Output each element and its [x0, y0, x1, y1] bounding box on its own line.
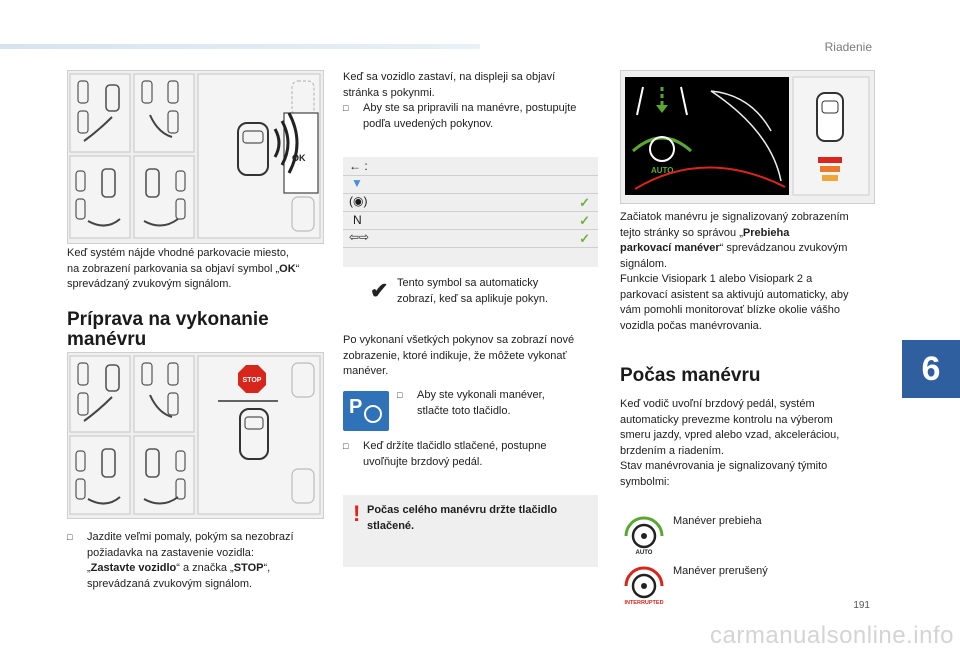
parking-diagram-svg: [68, 71, 323, 243]
bullet-icon: □: [397, 390, 403, 400]
watermark: carmanualsonline.info: [710, 622, 954, 649]
bullet-icon: □: [343, 103, 349, 113]
table-row: [343, 229, 598, 248]
chapter-tab: 6: [902, 340, 960, 398]
brake-icon: (◉): [349, 194, 368, 208]
arrow-left-icon: ← :: [349, 159, 368, 173]
check-icon: ✓: [579, 213, 590, 228]
auto-badge-label: AUTO: [635, 550, 653, 556]
figure-stop: [67, 352, 324, 519]
table-row: [343, 157, 598, 176]
check-icon: ✓: [579, 231, 590, 246]
neutral-label: N: [353, 213, 362, 227]
warning-icon: !: [353, 501, 361, 526]
park-button-icon: P: [343, 391, 389, 431]
checkmark-large-icon: ✔: [370, 278, 389, 303]
col3-paragraph-1: Začiatok manévru je signalizovaný zobrazením tejto stránky so správou „Prebieha parkovací manéver“ sprevádzanou zvukovým signálom. Funkcie Visiopark 1 alebo Visiopark 2 a parkovací asistent sa aktivujú automaticky, aby vám pomohli monitorovať blízke okolie vášho vozidla počas manévrovania.: [620, 211, 849, 332]
maneuver-auto-icon: [620, 512, 668, 556]
maneuver-in-progress-text: Manéver prebieha: [673, 515, 762, 527]
col1-paragraph-1: Keď systém nájde vhodné parkovacie miesto, na zobrazení parkovania sa objaví symbol „OK“ sprevádzaný zvukovým signálom.: [67, 247, 300, 290]
bullet-icon: □: [343, 441, 349, 451]
indicator-icon: ⇦⇨: [349, 230, 370, 244]
maneuver-screen-svg: [621, 71, 874, 203]
check-explanation: Tento symbol sa automaticky zobrazí, keď sa aplikuje pokyn.: [397, 277, 549, 305]
col2-bullet-2: □ Aby ste vykonali manéver, stlačte toto tlačidlo.: [397, 389, 545, 417]
table-row: [343, 193, 598, 212]
section-title: Riadenie: [824, 40, 872, 54]
ok-label: OK: [292, 153, 306, 163]
col3-paragraph-2: Keď vodič uvoľní brzdový pedál, systém automaticky prevezme kontrolu na výberom smeru jazdy, vpred alebo vzad, akceleráciou, brzdením a riadením. Stav manévrovania je signalizovaný týmito symbolmi:: [620, 398, 840, 488]
interrupted-badge-label: INTERRUPTED: [624, 600, 664, 606]
warning-box: ! Počas celého manévru držte tlačidlo stlačené.: [343, 495, 598, 567]
maneuver-interrupted-text: Manéver prerušený: [673, 565, 768, 577]
heading-preparation: Príprava na vykonanie manévru: [67, 309, 269, 350]
col2-paragraph-1: Keď sa vozidlo zastaví, na displeji sa objaví stránka s pokynmi.: [343, 71, 556, 99]
check-icon: ✓: [579, 195, 590, 210]
col2-paragraph-2: Po vykonaní všetkých pokynov sa zobrazí nové zobrazenie, ktoré indikuje, že môžete vykonať manéver.: [343, 334, 575, 377]
steering-down-icon: ▼: [351, 176, 363, 190]
maneuver-interrupted-icon: [620, 562, 668, 606]
col2-bullet-1: □ Aby ste sa pripravili na manévre, postupujte podľa uvedených pokynov.: [343, 102, 577, 130]
col2-bullet-3: □ Keď držíte tlačidlo stlačené, postupne uvoľňujte brzdový pedál.: [343, 440, 547, 468]
heading-during-maneuver: Počas manévru: [620, 365, 761, 386]
figure-parking-found: [67, 70, 324, 244]
auto-label: AUTO: [651, 166, 674, 175]
col1-bullet: □ Jazdite veľmi pomaly, pokým sa nezobrazí požiadavka na zastavenie vozidla: „Zastavte vozidlo“ a značka „STOP“, sprevádzaná zvukovým signálom.: [67, 531, 294, 590]
stop-diagram-svg: [68, 353, 323, 518]
bullet-icon: □: [67, 532, 73, 542]
table-row: [343, 175, 598, 194]
table-row: [343, 211, 598, 230]
instruction-table: [343, 157, 598, 267]
page-number: 191: [853, 600, 870, 611]
figure-maneuver-screen: [620, 70, 875, 204]
header-bar: [0, 44, 480, 49]
stop-label: STOP: [242, 377, 262, 384]
